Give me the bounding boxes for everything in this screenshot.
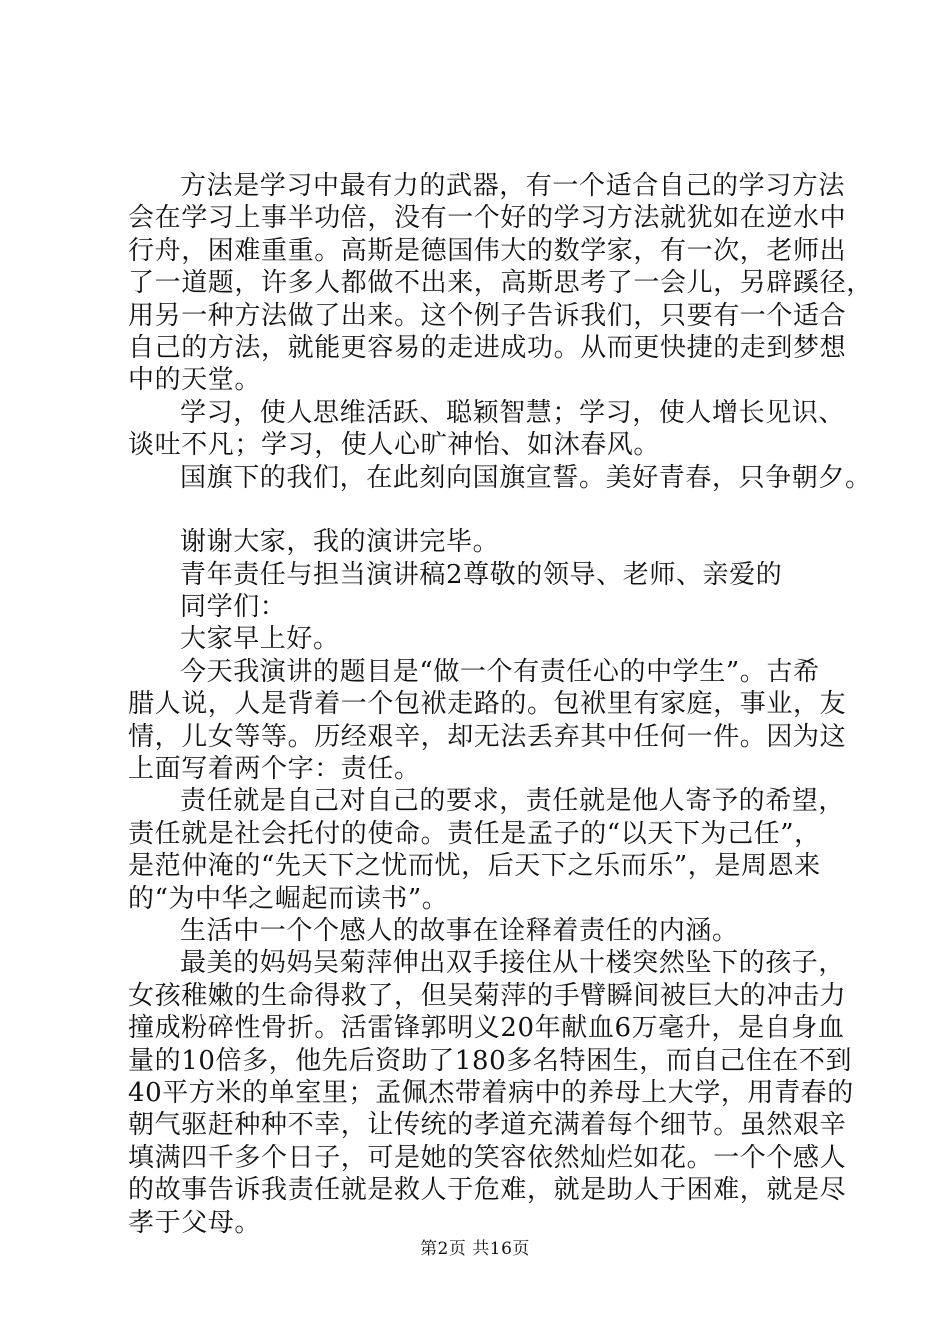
text-line: 40平方米的单室里；孟佩杰带着病中的养母上大学，用青春的 — [128, 1077, 854, 1108]
text-line: 大家早上好。 — [180, 624, 340, 655]
text-line: 最美的妈妈吴菊萍伸出双手接住从十楼突然坠下的孩子， — [180, 948, 846, 979]
text-line: 方法是学习中最有力的武器，有一个适合自己的学习方法 — [180, 171, 846, 201]
text-line: 量的10倍多，他先后资助了180多名特困生，而自己住在不到 — [128, 1045, 853, 1076]
text-line: 学习，使人思维活跃、聪颖智慧；学习，使人增长见识、 — [180, 397, 846, 428]
page-number-footer: 第2页 共16页 — [420, 1239, 530, 1259]
text-line: 女孩稚嫩的生命得救了，但吴菊萍的手臂瞬间被巨大的冲击力 — [128, 980, 847, 1011]
text-line: 是范仲淹的“先天下之忧而忧，后天下之乐而乐”，是周恩来 — [128, 851, 821, 882]
blank-line — [128, 494, 828, 526]
text-line: 责任就是社会托付的使命。责任是孟子的“以天下为己任”， — [128, 818, 821, 849]
text-line: 的故事告诉我责任就是救人于危难，就是助人于困难，就是尽 — [128, 1175, 847, 1206]
text-line: 自己的方法，就能更容易的走进成功。从而更快捷的走到梦想 — [128, 332, 847, 363]
text-line: 了一道题，许多人都做不出来，高斯思考了一会儿，另辟蹊径， — [128, 268, 873, 299]
document-body — [128, 170, 873, 1239]
text-line: 生活中一个个感人的故事在诠释着责任的内涵。 — [180, 915, 739, 946]
text-line: 国旗下的我们，在此刻向国旗宣誓。美好青春，只争朝夕。 — [180, 462, 872, 493]
text-line: 孝于父母。 — [128, 1207, 262, 1238]
text-line: 填满四千多个日子，可是她的笑容依然灿烂如花。一个个感人 — [128, 1142, 847, 1173]
text-line: 用另一种方法做了出来。这个例子告诉我们，只要有一个适合 — [128, 300, 847, 331]
text-line: 情，儿女等等。历经艰辛，却无法丢弃其中任何一件。因为这 — [128, 721, 847, 752]
text-line: 同学们： — [180, 592, 287, 623]
text-line: 行舟，困难重重。高斯是德国伟大的数学家，有一次，老师出 — [128, 235, 847, 266]
text-line: 朝气驱赶种种不幸，让传统的孝道充满着每个细节。虽然艰辛 — [128, 1110, 847, 1141]
text-line: 青年责任与担当演讲稿2尊敬的领导、老师、亲爱的 — [180, 559, 783, 590]
text-line: 会在学习上事半功倍，没有一个好的学习方法就犹如在逆水中 — [128, 203, 847, 234]
text-line: 的“为中华之崛起而读书”。 — [128, 883, 449, 914]
text-line: 责任就是自己对自己的要求，责任就是他人寄予的希望， — [180, 786, 846, 817]
text-line: 腊人说，人是背着一个包袱走路的。包袱里有家庭，事业，友 — [128, 689, 847, 720]
text-line: 谈吐不凡；学习，使人心旷神怡、如沐春风。 — [128, 430, 661, 461]
text-line: 今天我演讲的题目是“做一个有责任心的中学生”。古希 — [180, 656, 820, 687]
text-line: 撞成粉碎性骨折。活雷锋郭明义20年献血6万毫升，是自身血 — [128, 1013, 845, 1044]
text-line: 中的天堂。 — [128, 365, 262, 396]
text-line: 谢谢大家，我的演讲完毕。 — [180, 527, 500, 558]
text-line: 上面写着两个字：责任。 — [128, 754, 421, 785]
